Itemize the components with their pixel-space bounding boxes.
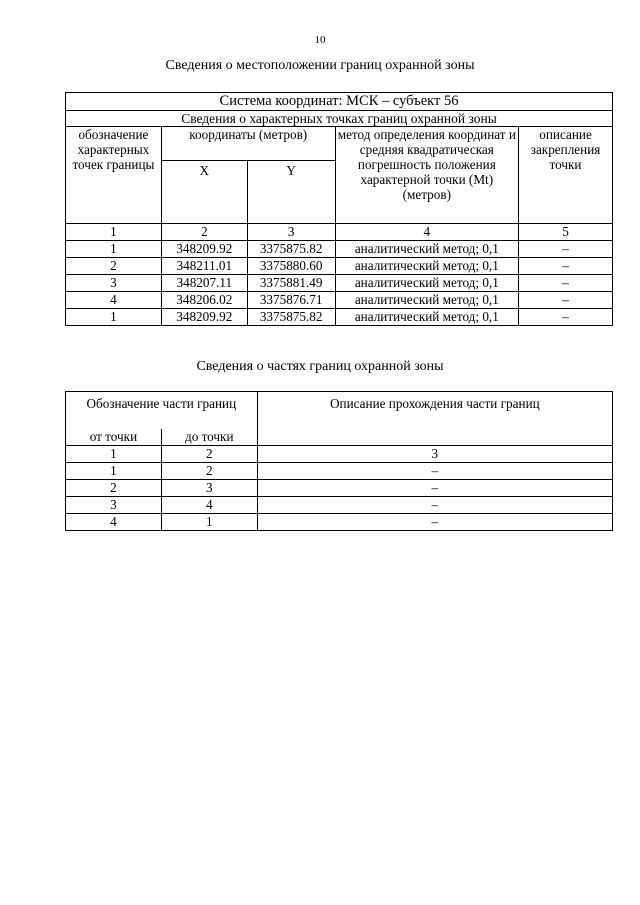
table-row [66, 241, 613, 258]
table-row [66, 463, 613, 480]
coordinate-y: 3375876.71 [247, 292, 335, 309]
description: – [519, 309, 613, 326]
description: – [519, 258, 613, 275]
from-point: 3 [66, 497, 162, 514]
table-subtitle: Сведения о характерных точках границ охранной зоны [66, 111, 613, 127]
description: – [519, 275, 613, 292]
column-number: 2 [161, 224, 247, 241]
coordinate-x: 348211.01 [161, 258, 247, 275]
section-title-parts: Сведения о частях границ охранной зоны [196, 359, 444, 374]
header-description: описание закрепления точки [519, 127, 613, 224]
column-numbers-row [66, 446, 613, 463]
header-from: от точки [66, 429, 162, 446]
coordinate-y: 3375881.49 [247, 275, 335, 292]
method: аналитический метод; 0,1 [335, 292, 518, 309]
header-coordinates: координаты (метров) [161, 127, 335, 161]
column-number: 2 [161, 446, 257, 463]
table-row [66, 292, 613, 309]
point-number: 3 [66, 275, 162, 292]
column-number: 3 [247, 224, 335, 241]
method: аналитический метод; 0,1 [335, 309, 518, 326]
point-number: 1 [66, 241, 162, 258]
coordinate-y: 3375880.60 [247, 258, 335, 275]
method: аналитический метод; 0,1 [335, 258, 518, 275]
section-title-location: Сведения о местоположении границ охранной зоны [165, 58, 475, 73]
to-point: 2 [161, 463, 257, 480]
to-point: 3 [161, 480, 257, 497]
description: – [519, 241, 613, 258]
description: – [519, 292, 613, 309]
coordinate-x: 348207.11 [161, 275, 247, 292]
coordinate-x: 348209.92 [161, 241, 247, 258]
from-point: 4 [66, 514, 162, 531]
coordinates-table [65, 92, 613, 326]
table-row [66, 480, 613, 497]
coordinate-x: 348206.02 [161, 292, 247, 309]
part-description: – [257, 514, 612, 531]
from-point: 2 [66, 480, 162, 497]
from-point: 1 [66, 463, 162, 480]
header-row [66, 392, 613, 430]
header-y: Y [247, 161, 335, 224]
column-numbers-row [66, 224, 613, 241]
table-row [66, 258, 613, 275]
point-number: 1 [66, 309, 162, 326]
header-method: метод определения координат и средняя квадратическая погрешность положения характерной точки (Mt) (метров) [335, 127, 518, 224]
page-number: 10 [314, 34, 326, 46]
coordinate-system-row [66, 93, 613, 111]
table-row [66, 275, 613, 292]
to-point: 1 [161, 514, 257, 531]
coordinate-y: 3375875.82 [247, 309, 335, 326]
method: аналитический метод; 0,1 [335, 275, 518, 292]
header-x: X [161, 161, 247, 224]
header-row [66, 127, 613, 161]
part-description: – [257, 463, 612, 480]
column-number: 4 [335, 224, 518, 241]
to-point: 4 [161, 497, 257, 514]
point-number: 2 [66, 258, 162, 275]
header-to: до точки [161, 429, 257, 446]
table-row [66, 514, 613, 531]
part-description: – [257, 497, 612, 514]
boundary-parts-table [65, 391, 613, 531]
column-number: 1 [66, 224, 162, 241]
point-number: 4 [66, 292, 162, 309]
part-description: – [257, 480, 612, 497]
coordinate-y: 3375875.82 [247, 241, 335, 258]
method: аналитический метод; 0,1 [335, 241, 518, 258]
table-row [66, 309, 613, 326]
header-designation: обозначение характерных точек границы [66, 127, 162, 224]
table-subtitle-row [66, 111, 613, 127]
column-number: 5 [519, 224, 613, 241]
table-row [66, 497, 613, 514]
coordinate-system-title: Система координат: МСК – субъект 56 [66, 93, 613, 111]
column-number: 3 [257, 446, 612, 463]
coordinate-x: 348209.92 [161, 309, 247, 326]
header-part-designation: Обозначение части границ [66, 392, 258, 430]
header-part-description: Описание прохождения части границ [257, 392, 612, 446]
column-number: 1 [66, 446, 162, 463]
